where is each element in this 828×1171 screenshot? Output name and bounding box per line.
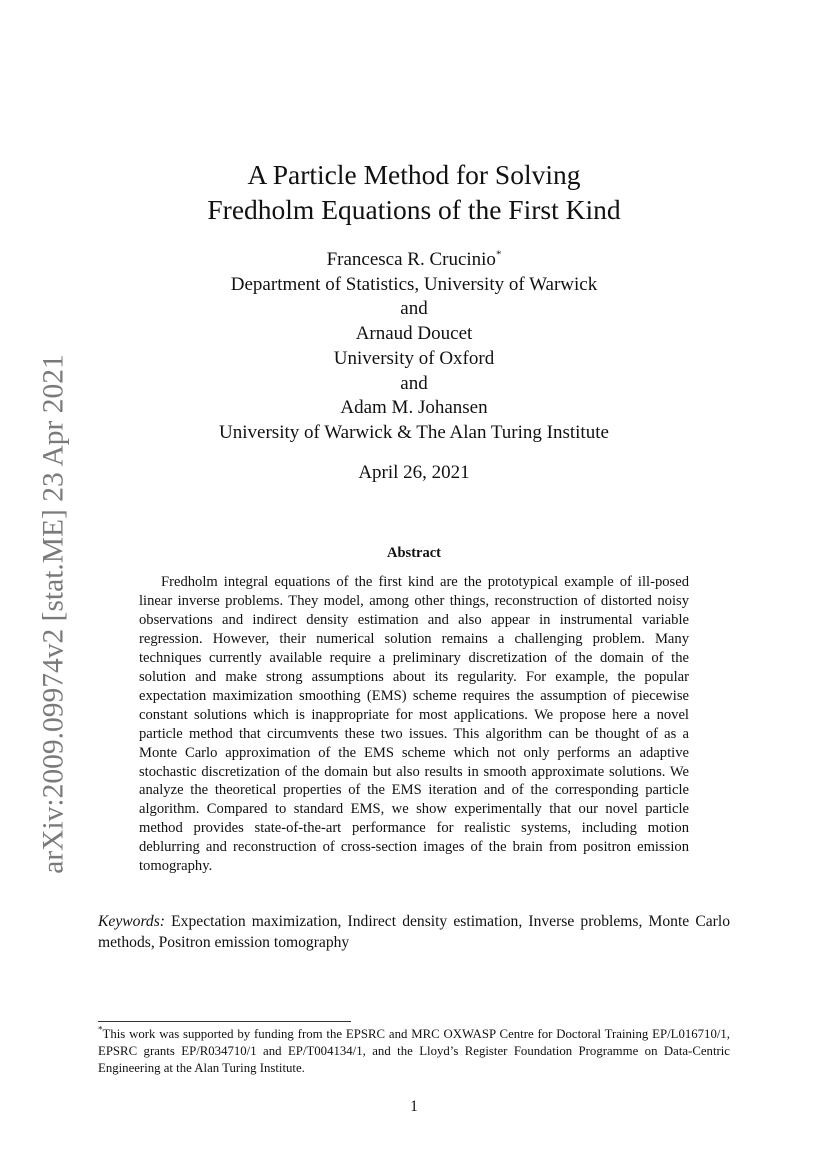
and-separator-1: and bbox=[400, 298, 428, 320]
author-2-name: Arnaud Doucet bbox=[355, 323, 473, 345]
author-3-name: Adam M. Johansen bbox=[340, 397, 488, 419]
author-1-affiliation: Department of Statistics, University of Warwick bbox=[230, 273, 598, 295]
and-separator-2: and bbox=[400, 372, 428, 394]
arxiv-stamp: arXiv:2009.09974v2 [stat.ME] 23 Apr 2021 bbox=[37, 354, 70, 874]
abstract-body: Fredholm integral equations of the first kind are the prototypical example of ill-posed linear inverse problems. They model, among other things, reconstruction of distorted noisy observations and indirect density estimation and also appear in instrumental variable regression. However, their numerical solution remains a challenging problem. Many techniques currently available require a preliminary discretization of the domain of the solution and make strong assumptions about its regularity. For example, the popular expectation maximization smoothing (EMS) scheme requires the assumption of piecewise constant solutions which is inappropriate for most applications. We propose here a novel particle method that circumvents these two issues. This algorithm can be thought of as a Monte Carlo approximation of the EMS scheme which not only performs an adaptive stochastic discretization of the domain but also results in smooth approximate solutions. We analyze the theoretical properties of the EMS iteration and of the corresponding particle algorithm. Compared to standard EMS, we show experimentally that our novel particle method provides state-of-the-art performance for realistic systems, including motion deblurring and reconstruction of cross-section images of the brain from positron emission tomography. bbox=[139, 574, 689, 875]
author-3-affiliation: University of Warwick & The Alan Turing Institute bbox=[219, 421, 609, 443]
keywords-label: Keywords: bbox=[98, 913, 165, 930]
footnote bbox=[98, 1026, 730, 1077]
page-number: 1 bbox=[410, 1098, 418, 1115]
footnote-text: This work was supported by funding from the EPSRC and MRC OXWASP Centre for Doctoral Training EP/L016710/1, EPSRC grants EP/R034710/1 and EP/T004134/1, and the Lloyd’s Register Foundation Programme on Data-Centric Engineering at the Alan Turing Institute. bbox=[98, 1027, 730, 1075]
footnote-mark: * bbox=[98, 1024, 103, 1035]
publication-date: April 26, 2021 bbox=[358, 462, 470, 483]
title-line-1: A Particle Method for Solving bbox=[247, 159, 581, 190]
footnote-rule bbox=[98, 1021, 351, 1022]
author-block bbox=[0, 248, 828, 446]
keywords bbox=[98, 911, 730, 953]
author-2-affiliation: University of Oxford bbox=[333, 347, 495, 369]
author-1-name: Francesca R. Crucinio bbox=[326, 249, 496, 270]
title-line-2: Fredholm Equations of the First Kind bbox=[207, 194, 621, 225]
paper-title bbox=[0, 157, 828, 227]
author-1 bbox=[0, 248, 828, 273]
author-1-footnote-mark: * bbox=[495, 248, 502, 261]
abstract-heading: Abstract bbox=[387, 545, 441, 561]
keywords-text: Expectation maximization, Indirect density estimation, Inverse problems, Monte Carlo methods, Positron emission tomography bbox=[98, 913, 730, 951]
